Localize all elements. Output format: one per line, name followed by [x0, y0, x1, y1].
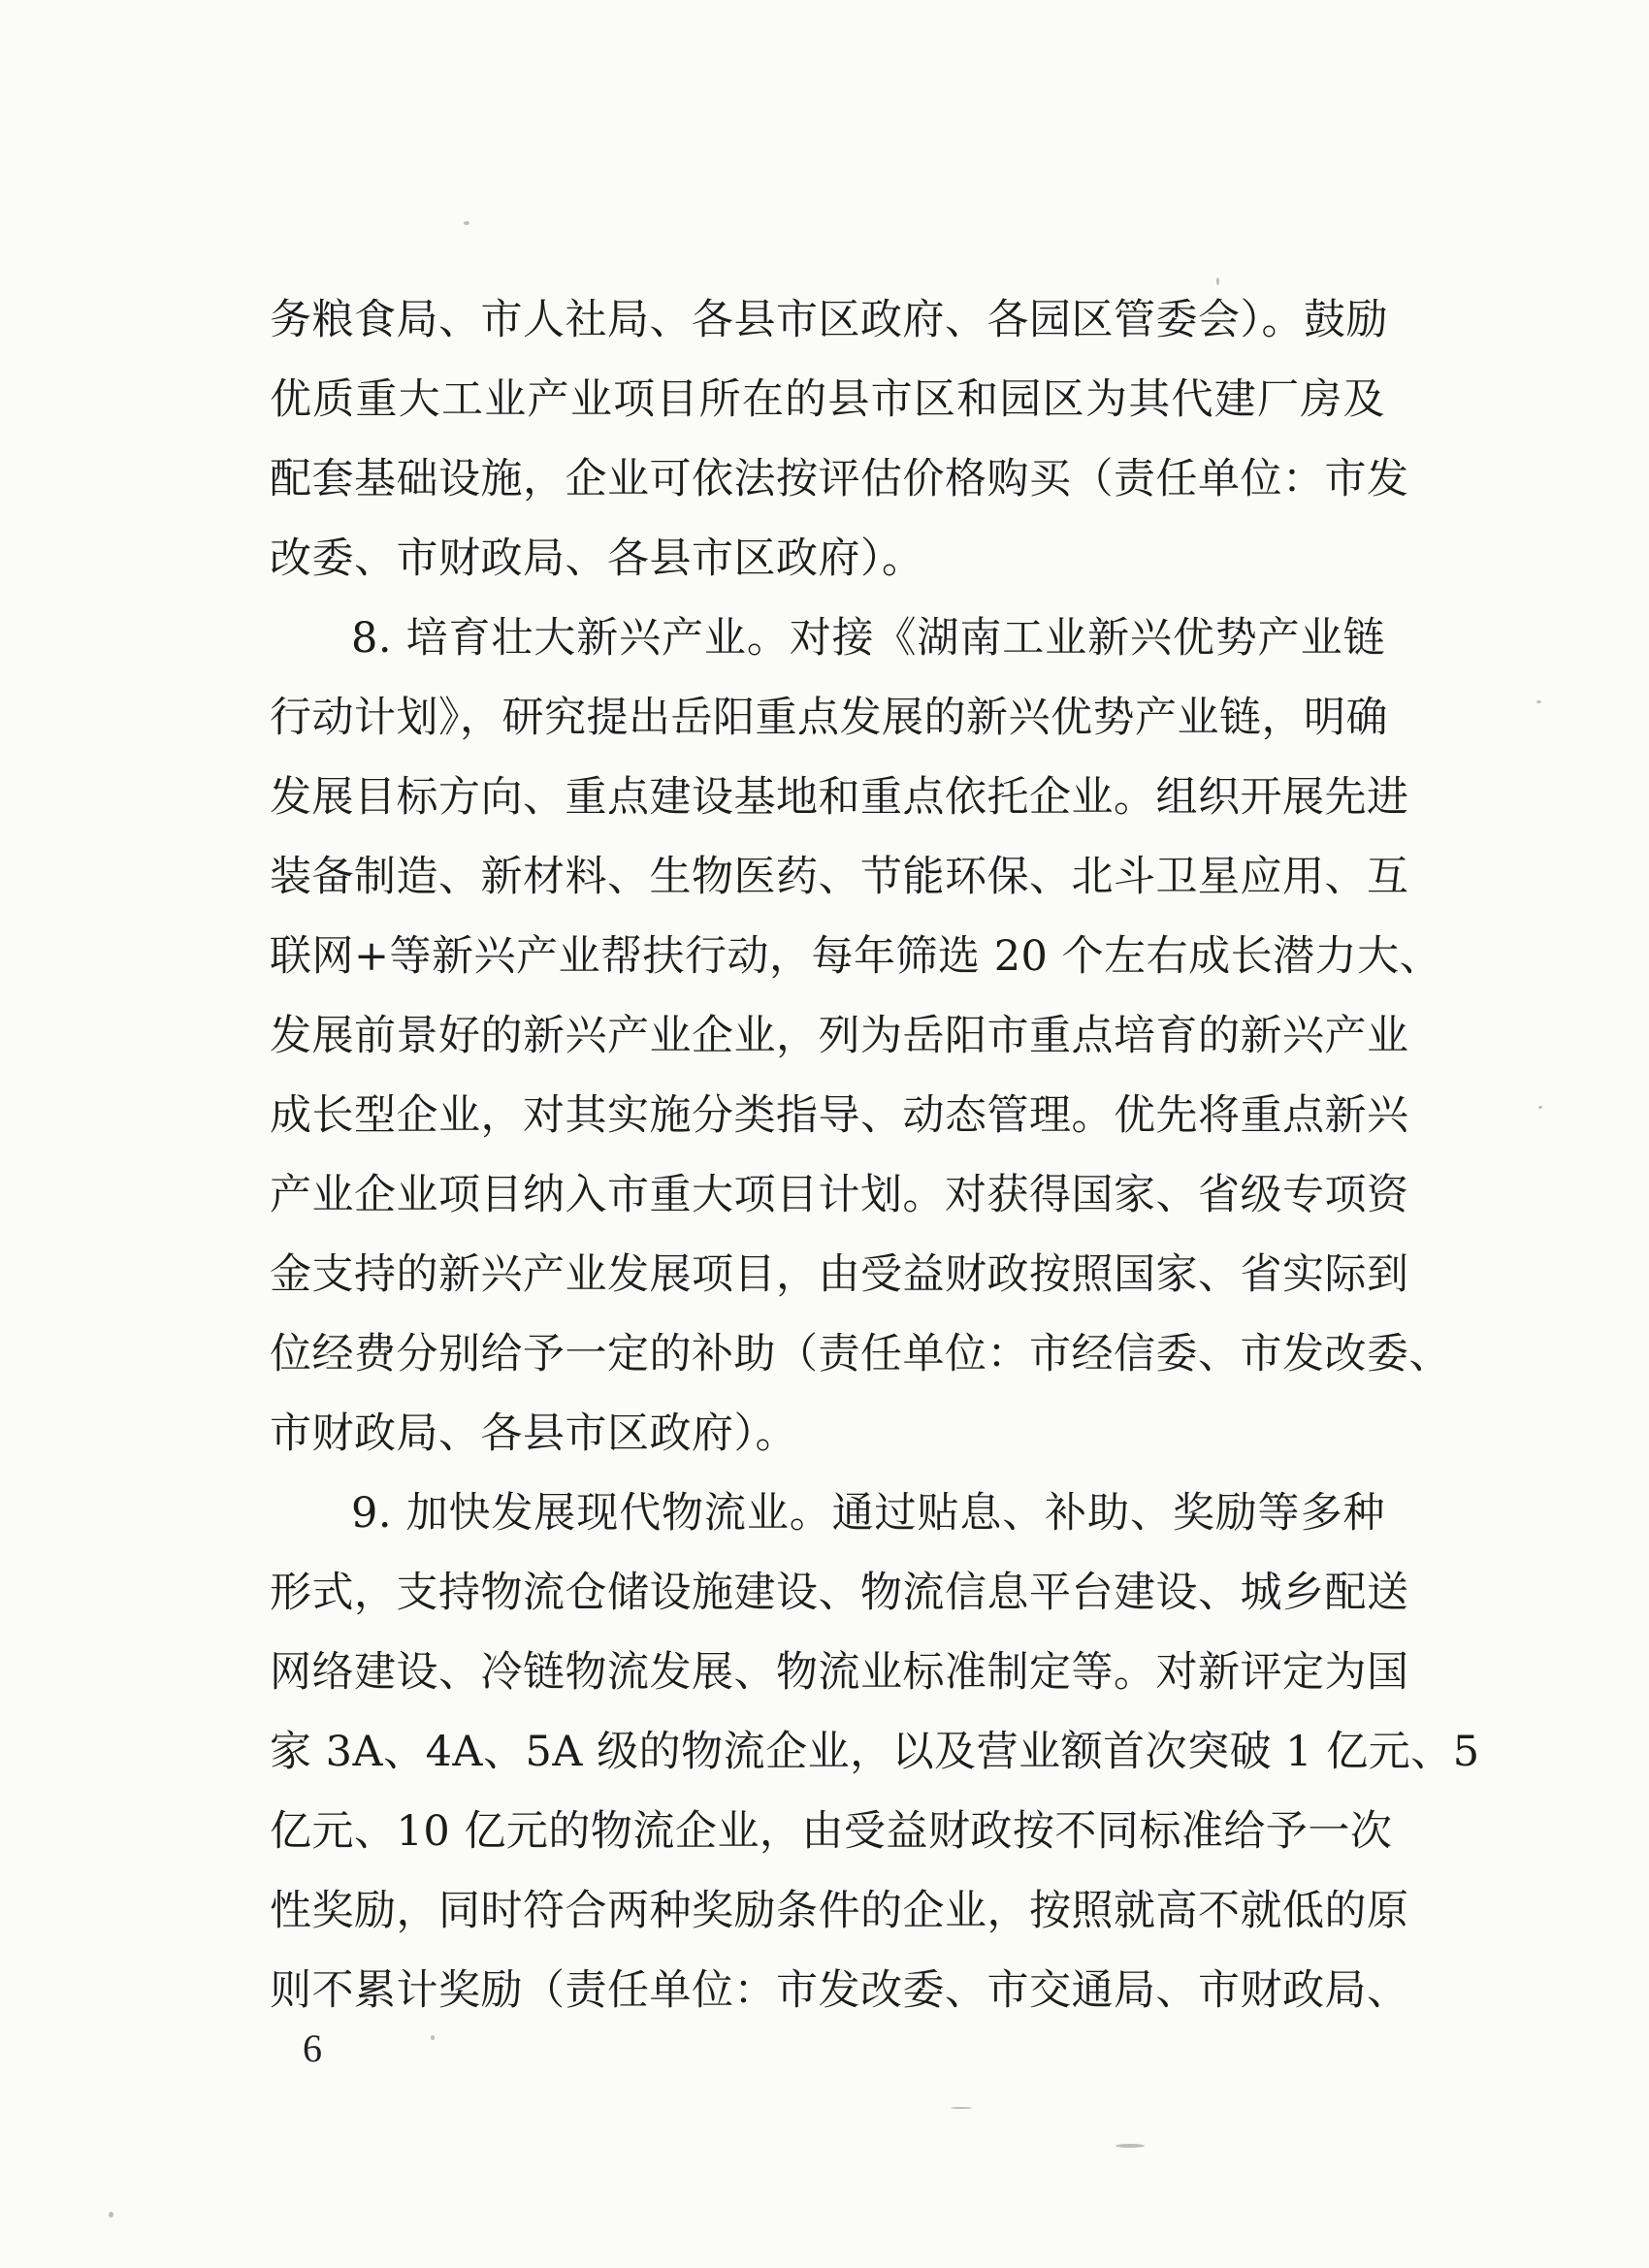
text-line: 网络建设、冷链物流发展、物流业标准制定等。对新评定为国	[270, 1648, 1409, 1697]
text-line: 装备制造、新材料、生物医药、节能环保、北斗卫星应用、互	[270, 853, 1409, 901]
text-line: 性奖励，同时符合两种奖励条件的企业，按照就高不就低的原	[270, 1887, 1409, 1935]
text-line: 则不累计奖励（责任单位：市发改委、市交通局、市财政局、	[270, 1966, 1409, 2015]
text-line: 发展前景好的新兴产业企业，列为岳阳市重点培育的新兴产业	[270, 1012, 1409, 1060]
section-8-heading-line: 8. 培育壮大新兴产业。对接《湖南工业新兴优势产业链	[351, 614, 1385, 663]
text-line: 优质重大工业产业项目所在的县市区和园区为其代建厂房及	[270, 375, 1385, 424]
scan-speck	[1538, 1106, 1542, 1109]
text-line: 亿元、10 亿元的物流企业，由受益财政按不同标准给予一次	[270, 1807, 1393, 1856]
text-line: 家 3A、4A、5A 级的物流企业，以及营业额首次突破 1 亿元、5	[270, 1728, 1480, 1776]
text-line: 成长型企业，对其实施分类指导、动态管理。优先将重点新兴	[270, 1091, 1409, 1140]
section-9-heading-line: 9. 加快发展现代物流业。通过贴息、补助、奖励等多种	[351, 1489, 1385, 1538]
text-line: 联网+等新兴产业帮扶行动，每年筛选 20 个左右成长潜力大、	[270, 932, 1442, 981]
scan-speck	[951, 2107, 972, 2109]
text-line: 金支持的新兴产业发展项目，由受益财政按照国家、省实际到	[270, 1250, 1409, 1299]
text-line: 市财政局、各县市区政府）。	[270, 1409, 797, 1458]
page-number: 6	[303, 2026, 322, 2070]
scan-speck	[464, 221, 469, 225]
scan-speck	[1536, 700, 1541, 703]
text-line: 位经费分别给予一定的补助（责任单位：市经信委、市发改委、	[270, 1330, 1451, 1378]
text-line: 行动计划》，研究提出岳阳重点发展的新兴优势产业链，明确	[270, 694, 1388, 742]
text-line: 发展目标方向、重点建设基地和重点依托企业。组织开展先进	[270, 773, 1409, 822]
scan-speck	[1216, 277, 1219, 285]
scan-speck	[109, 2212, 113, 2218]
text-line: 形式，支持物流仓储设施建设、物流信息平台建设、城乡配送	[270, 1569, 1409, 1617]
text-line: 务粮食局、市人社局、各县市区政府、各园区管委会）。鼓励	[270, 296, 1388, 344]
scan-speck	[1116, 2144, 1145, 2148]
text-line: 配套基础设施，企业可依法按评估价格购买（责任单位：市发	[270, 455, 1409, 503]
scan-speck	[431, 2035, 435, 2040]
text-line: 改委、市财政局、各县市区政府）。	[270, 535, 924, 583]
text-line: 产业企业项目纳入市重大项目计划。对获得国家、省级专项资	[270, 1171, 1409, 1219]
